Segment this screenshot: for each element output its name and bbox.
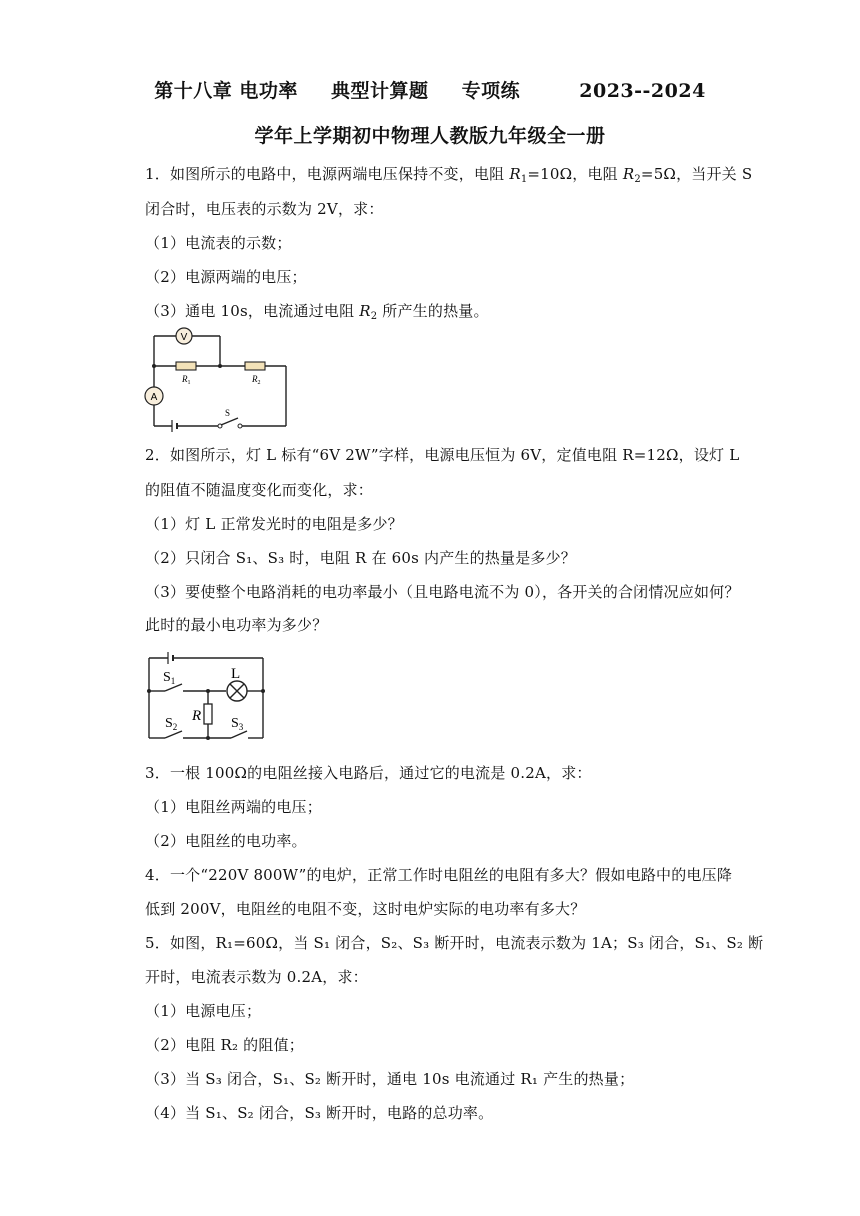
title-year: 2023--2024 xyxy=(579,80,706,102)
switch-s-label: S xyxy=(225,408,231,418)
q1-line-2: 闭合时，电压表的示数为 2V，求： xyxy=(145,200,384,218)
q2-junction-right xyxy=(261,689,265,693)
q1-var-r1-sub: 1 xyxy=(520,174,528,185)
q1-circuit-diagram xyxy=(140,322,290,434)
resistor-r1-icon xyxy=(176,362,196,370)
q3-part-1: （1）电阻丝两端的电压； xyxy=(145,798,322,816)
junction-dot-middle xyxy=(218,364,222,368)
ammeter-label: A xyxy=(150,392,158,403)
switch-s3-icon xyxy=(231,731,247,738)
q2-circuit-diagram xyxy=(145,648,267,742)
q2-junction-mid-bottom xyxy=(206,736,210,740)
q5-part-3: （3）当 S₃ 闭合，S₁、S₂ 断开时，通电 10s 电流通过 R₁ 产生的热量； xyxy=(145,1070,635,1088)
title-practice: 专项练 xyxy=(461,80,521,102)
document-title-line-2: 学年上学期初中物理人教版九年级全一册 xyxy=(254,125,606,147)
q5-part-4: （4）当 S₁、S₂ 闭合，S₃ 断开时，电路的总功率。 xyxy=(145,1104,494,1122)
q1-part-3-text-a: （3）通电 10s，电流通过电阻 xyxy=(145,302,360,320)
q1-text-b: =10Ω，电阻 xyxy=(527,165,623,183)
q4-line-2: 低到 200V，电阻丝的电阻不变，这时电炉实际的电功率有多大？ xyxy=(145,900,586,918)
q5-part-1: （1）电源电压； xyxy=(145,1002,262,1020)
switch-contact xyxy=(238,424,242,428)
q2-part-3: （3）要使整个电路消耗的电功率最小（且电路电流不为 0），各开关的合闭情况应如何？ xyxy=(145,583,740,601)
resistor-r-icon xyxy=(204,704,212,724)
q1-part-2: （2）电源两端的电压； xyxy=(145,268,307,286)
switch-s-icon xyxy=(221,418,238,425)
s2-label: $S_2$ xyxy=(165,716,178,732)
q5-line-2: 开时，电流表示数为 0.2A，求： xyxy=(145,968,368,986)
q1-var-r1: R xyxy=(509,165,521,183)
q1-part-1: （1）电流表的示数； xyxy=(145,234,292,252)
voltmeter-label: V xyxy=(180,332,188,343)
q1-var-r2-sub: 2 xyxy=(634,174,641,185)
r2-label: $R_2$ xyxy=(252,374,261,386)
q2-junction-left xyxy=(147,689,151,693)
q3-line-1: 3．一根 100Ω的电阻丝接入电路后，通过它的电流是 0.2A，求： xyxy=(145,764,592,782)
title-topic: 电功率 xyxy=(239,80,298,102)
q1-part-3-text-b: 所产生的热量。 xyxy=(377,302,489,320)
q1-part-3 xyxy=(145,300,489,322)
q3-part-2: （2）电阻丝的电功率。 xyxy=(145,832,307,850)
q5-part-2: （2）电阻 R₂ 的阻值； xyxy=(145,1036,304,1054)
lamp-l-label: L xyxy=(231,666,241,682)
q1-line-1 xyxy=(145,163,752,185)
q1-var-r2: R xyxy=(622,165,635,183)
q5-line-1: 5．如图，R₁=60Ω，当 S₁ 闭合，S₂、S₃ 断开时，电流表示数为 1A；S₃ 闭合，S₁、S₂ 断 xyxy=(145,934,764,952)
q1-part-3-var: R xyxy=(359,302,371,320)
q2-line-1: 2．如图所示，灯 L 标有“6V 2W”字样，电源电压恒为 6V，定值电阻 R=12Ω，设灯 L xyxy=(145,446,740,464)
q2-part-2: （2）只闭合 S₁、S₃ 时，电阻 R 在 60s 内产生的热量是多少？ xyxy=(145,549,577,567)
q2-line-2: 的阻值不随温度变化而变化，求： xyxy=(145,481,374,499)
q4-line-1: 4．一个“220V 800W”的电炉，正常工作时电阻丝的电阻有多大？假如电路中的电压降 xyxy=(145,866,733,884)
title-chapter: 第十八章 xyxy=(154,80,233,102)
q1-text-a: 1．如图所示的电路中，电源两端电压保持不变，电阻 xyxy=(145,165,510,183)
s1-label: $S_1$ xyxy=(163,670,176,686)
document-title-line-1 xyxy=(0,76,860,103)
title-type: 典型计算题 xyxy=(330,80,429,102)
resistor-r2-icon xyxy=(245,362,265,370)
junction-dot-left xyxy=(152,364,156,368)
r1-label: $R_1$ xyxy=(182,374,191,386)
q1-part-3-var-sub: 2 xyxy=(370,311,378,322)
switch-s2-icon xyxy=(165,731,182,738)
q2-part-3-cont: 此时的最小电功率为多少？ xyxy=(145,616,328,634)
q2-part-1: （1）灯 L 正常发光时的电阻是多少？ xyxy=(145,515,403,533)
r-label: R xyxy=(192,708,202,724)
s3-label: $S_3$ xyxy=(231,716,244,732)
q1-text-c: =5Ω，当开关 S xyxy=(640,165,753,183)
